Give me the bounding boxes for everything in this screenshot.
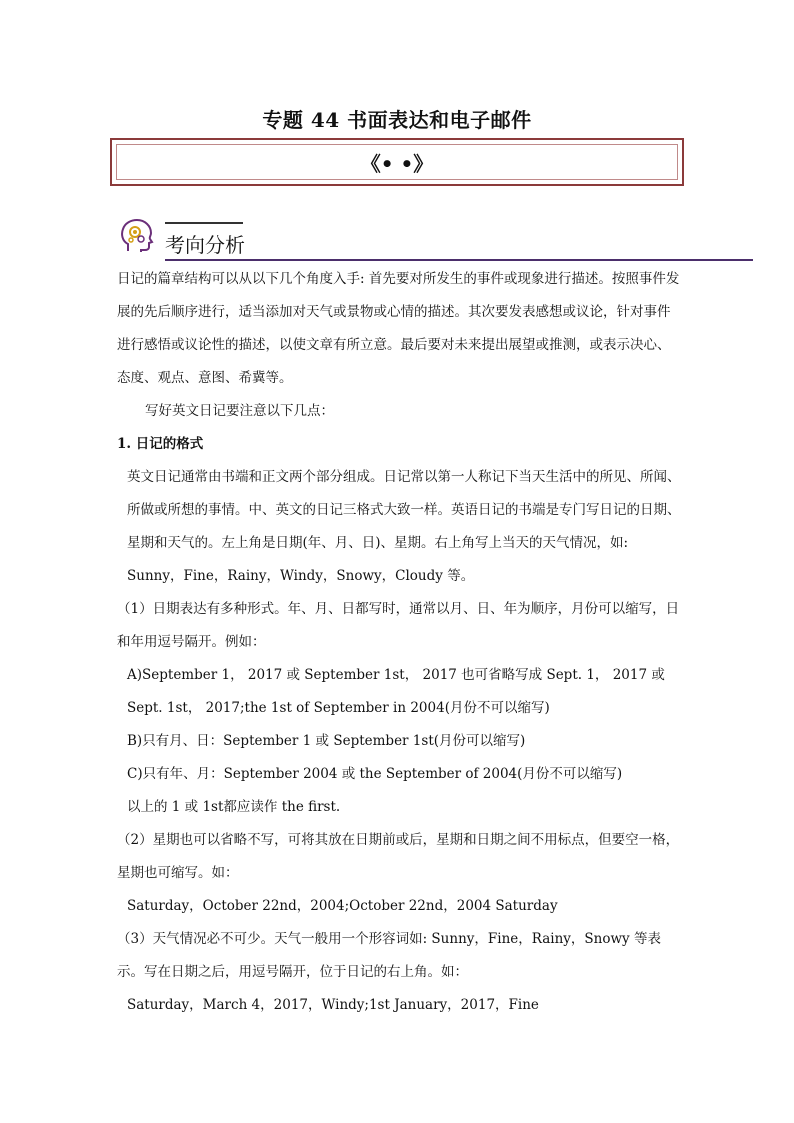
paragraph-format: 英文日记通常由书端和正文两个部分组成。日记常以第一人称记下当天生活中的所见、所闻、所做或所想的事情。中、英文的日记三格式大致一样。英语日记的书端是专门写日记的日期、星期和天气的。左上角是日期(年、月、日)、星期。右上角写上当天的天气情况，如: Sunny，Fine，Rainy，Windy，Snowy，Cloudy 等。 bbox=[127, 469, 681, 584]
example-b: B)只有月、日：September 1 或 September 1st(月份可以缩写) bbox=[127, 733, 526, 749]
section-divider bbox=[165, 259, 753, 261]
paragraph-date-forms: （1）日期表达有多种形式。年、月、日都写时，通常以月、日、年为顺序，月份可以缩写，日和年用逗号隔开。例如： bbox=[117, 601, 680, 650]
head-gears-icon bbox=[118, 218, 154, 254]
paragraph-intro: 日记的篇章结构可以从以下几个角度入手: 首先要对所发生的事件或现象进行描述。按照事件发展的先后顺序进行，适当添加对天气或景物或心情的描述。其次要发表感想或议论，针对事件进行感悟或议论性的描述，以使文章有所立意。最后要对未来提出展望或推测，或表示决心、态度、观点、意图、希冀等。 bbox=[117, 271, 680, 386]
page-title: 专题 44 书面表达和电子邮件 bbox=[262, 108, 532, 132]
example-a: A)September 1， 2017 或 September 1st， 2017 也可省略写成 Sept. 1， 2017 或 Sept. 1st， 2017;the 1st of September in 2004(月份不可以缩写) bbox=[127, 667, 665, 716]
paragraph-weekday: （2）星期也可以省略不写，可将其放在日期前或后，星期和日期之间不用标点，但要空一格，星期也可缩写。如： bbox=[117, 832, 680, 881]
example-note: 以上的 1 或 1st都应读作 the first. bbox=[127, 799, 341, 815]
banner-text: 《• •》 bbox=[116, 144, 678, 180]
example-c: C)只有年、月：September 2004 或 the September of 2004(月份不可以缩写) bbox=[127, 766, 623, 782]
section-top-rule bbox=[165, 222, 243, 224]
example-weather: Saturday，March 4，2017，Windy;1st January，2017，Fine bbox=[127, 997, 539, 1013]
section-title: 考向分析 bbox=[165, 233, 245, 257]
paragraph-lead: 写好英文日记要注意以下几点： bbox=[145, 403, 334, 419]
title-banner-frame bbox=[110, 138, 684, 186]
example-weekday: Saturday，October 22nd，2004;October 22nd，2004 Saturday bbox=[127, 898, 558, 914]
heading-diary-format: 1. 日记的格式 bbox=[117, 436, 204, 452]
article-body bbox=[117, 263, 682, 1022]
paragraph-weather: （3）天气情况必不可少。天气一般用一个形容词如: Sunny，Fine，Rainy，Snowy 等表示。写在日期之后，用逗号隔开，位于日记的右上角。如： bbox=[117, 931, 661, 980]
